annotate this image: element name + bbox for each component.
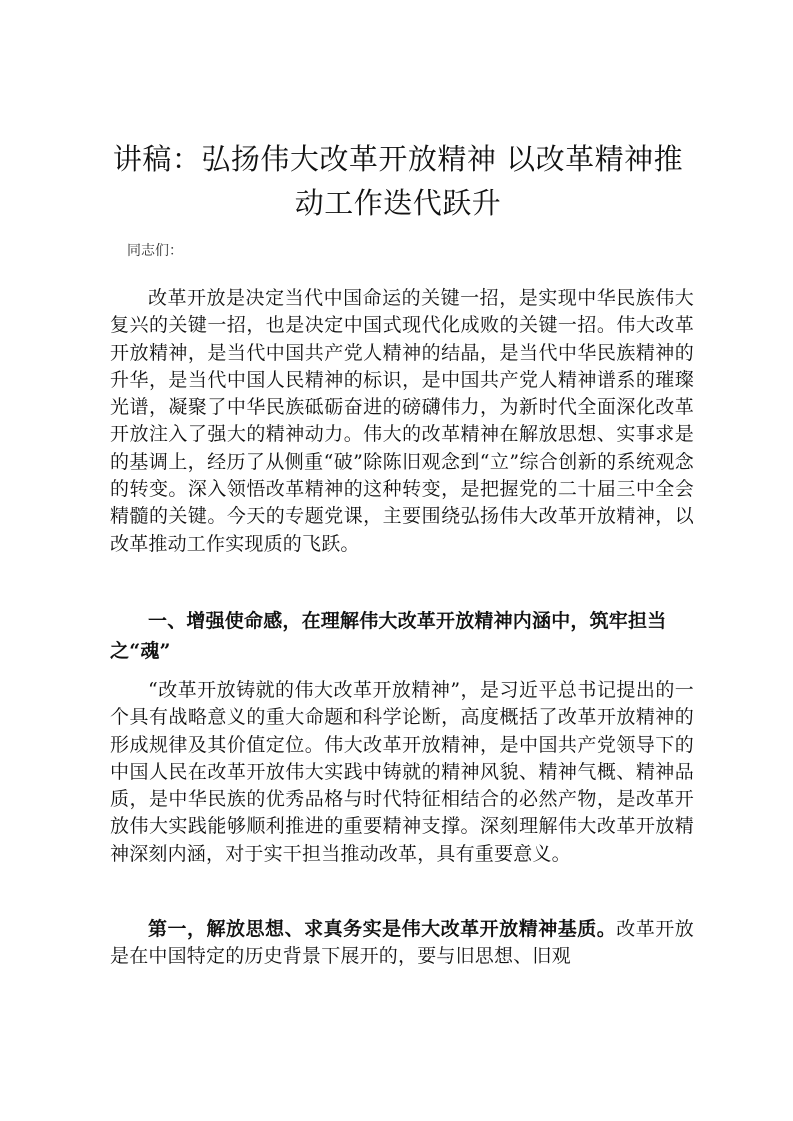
intro-paragraph: 改革开放是决定当代中国命运的关键一招，是实现中华民族伟大复兴的关键一招，也是决定中国式现代化成败的关键一招。伟大改革开放精神，是当代中国共产党人精神的结晶，是当代中华民族精神的升华，是当代中国人民精神的标识，是中国共产党人精神谱系的璀璨光谱，凝聚了中华民族砥砺奋进的磅礴伟力，为新时代全面深化改革开放注入了强大的精神动力。伟大的改革精神在解放思想、实事求是的基调上，经历了从侧重“破”除陈旧观念到“立”综合创新的系统观念的转变。深入领悟改革精神的这种转变，是把握党的二十届三中全会精髓的关键。今天的专题党课，主要围绕弘扬伟大改革开放精神，以改革推动工作实现质的飞跃。	[110, 287, 694, 555]
section-1-paragraph: “改革开放铸就的伟大改革开放精神”，是习近平总书记提出的一个具有战略意义的重大命题和科学论断，高度概括了改革开放精神的形成规律及其价值定位。伟大改革开放精神，是中国共产党领导下的中国人民在改革开放伟大实践中铸就的精神风貌、精神气概、精神品质，是中华民族的优秀品格与时代特征相结合的必然产物，是改革开放伟大实践能够顺利推进的重要精神支撑。深刻理解伟大改革开放精神深刻内涵，对于实干担当推动改革，具有重要意义。	[110, 679, 694, 865]
section-heading-1: 一、增强使命感，在理解伟大改革开放精神内涵中，筑牢担当之“魂”	[110, 610, 667, 662]
point-one-lead: 第一，解放思想、求真务实是伟大改革开放精神基质。	[148, 918, 617, 940]
document-title: 讲稿：弘扬伟大改革开放精神 以改革精神推动工作迭代跃升	[112, 142, 684, 220]
salutation: 同志们：	[127, 243, 183, 259]
point-one-text: 改革开放是在中国特定的历史背景下展开的，要与旧思想、旧观	[110, 918, 694, 968]
point-one-paragraph	[110, 916, 694, 971]
